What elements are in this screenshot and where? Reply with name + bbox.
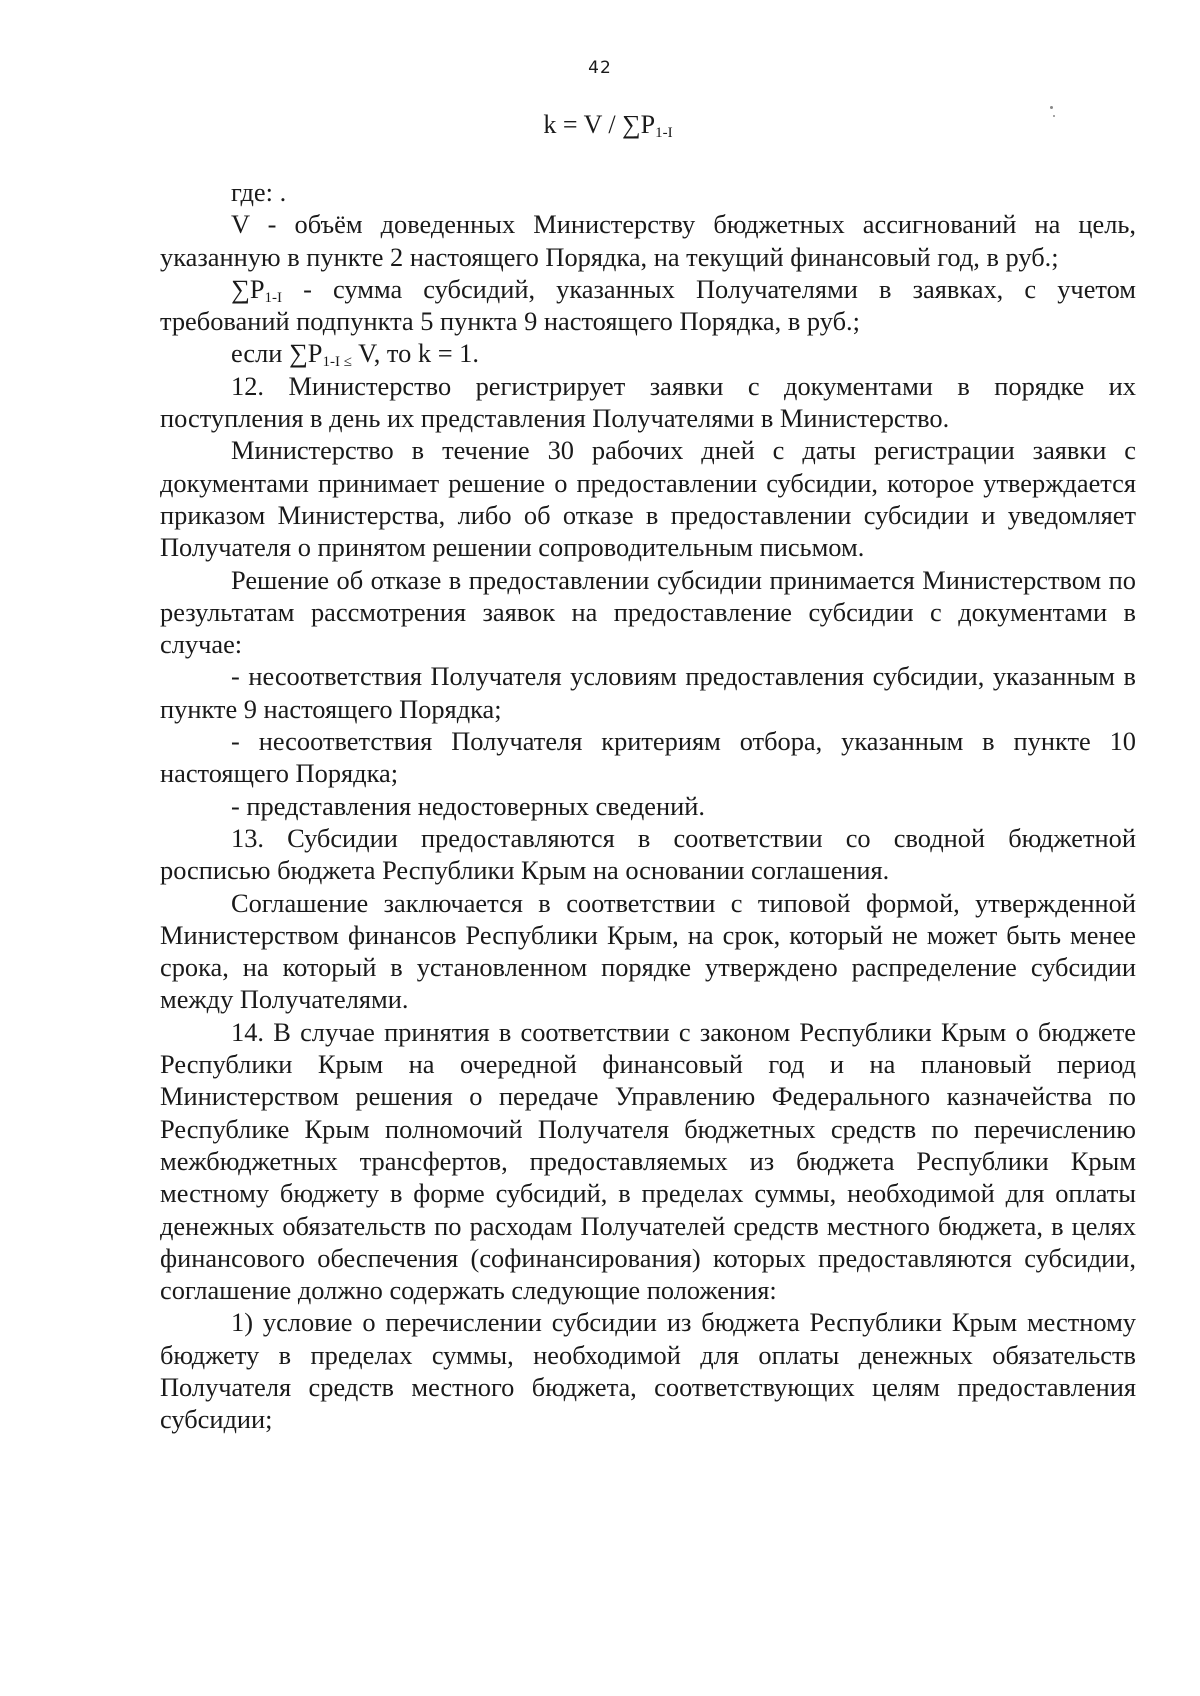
scan-speck <box>1053 115 1055 117</box>
paragraph-text: 13. Субсидии предоставляются в соответствии со сводной бюджетной росписью бюджета Республики Крым на основании соглашения. <box>160 822 1136 886</box>
paragraph-text: - несоответствия Получателя критериям отбора, указанным в пункте 10 настоящего Порядка; <box>160 726 1136 789</box>
paragraph <box>160 370 1136 435</box>
paragraph <box>160 176 1136 208</box>
paragraph-text: ∑P <box>231 273 265 304</box>
paragraph <box>160 660 1136 725</box>
paragraph <box>160 790 1136 822</box>
paragraph-text: 14. В случае принятия в соответствии с законом Республики Крым о бюджете Республики Крым на очередной финансовый год и на плановый период Министерством решения о передаче Управлению Федерального казначейства по Республике Крым полномочий Получателя бюджетных средств по перечислению межбюджетных трансфертов, предоставляемых из бюджета Республики Крым местному бюджету в форме субсидий, в пределах суммы, необходимой для оплаты денежных обязательств по расходам Получателей средств местного бюджета, в целях финансового обеспечения (софинансирования) которых предоставляются субсидии, соглашение должно содержать следующие положения: <box>160 1016 1136 1306</box>
paragraph-text: V, то k = 1. <box>351 338 479 369</box>
paragraph-text: Министерство в течение 30 рабочих дней с даты регистрации заявки с документами принимает решение о предоставлении субсидии, которое утверждается приказом Министерства, либо об отказе в предоставлении субсидии и уведомляет Получателя о принятом решении сопроводительным письмом. <box>160 435 1136 563</box>
paragraph <box>160 208 1136 273</box>
formula <box>0 110 1200 140</box>
paragraph-text: 12. Министерство регистрирует заявки с документами в порядке их поступления в день их представления Получателями в Министерство. <box>160 370 1136 434</box>
paragraph <box>160 887 1136 1016</box>
formula-main: k = V / ∑P <box>543 110 656 139</box>
paragraph-text: Решение об отказе в предоставлении субсидии принимается Министерством по результатам рассмотрения заявок на предоставление субсидии с документами в случае: <box>160 564 1136 660</box>
paragraph <box>160 273 1136 338</box>
paragraph-text: - несоответствия Получателя условиям предоставления субсидии, указанным в пункте 9 настоящего Порядка; <box>160 661 1136 724</box>
page-number: 42 <box>588 58 612 78</box>
subscript: 1-I ≤ <box>322 354 352 371</box>
paragraph <box>160 337 1136 369</box>
scan-speck <box>1050 106 1053 109</box>
paragraph-text: если ∑P <box>231 338 323 369</box>
paragraph-text: V - объём доведенных Министерству бюджетных ассигнований на цель, указанную в пункте 2 настоящего Порядка, на текущий финансовый год, в руб.; <box>160 209 1136 272</box>
formula-subscript: 1-I <box>655 125 673 141</box>
paragraph <box>160 1016 1136 1307</box>
document-body <box>160 176 1136 1436</box>
paragraph <box>160 822 1136 887</box>
paragraph <box>160 434 1136 563</box>
paragraph-text: Соглашение заключается в соответствии с типовой формой, утвержденной Министерством финансов Республики Крым, на срок, который не может быть менее срока, на который в установленном порядке утверждено распределение субсидии между Получателями. <box>160 887 1136 1015</box>
subscript: 1-I <box>264 289 282 306</box>
paragraph-text: 1) условие о перечислении субсидии из бюджета Республики Крым местному бюджету в пределах суммы, необходимой для оплаты денежных обязательств Получателя средств местного бюджета, соответствующих целям предоставления субсидии; <box>160 1307 1136 1435</box>
paragraph-text: где: . <box>231 177 287 207</box>
paragraph <box>160 564 1136 661</box>
paragraph <box>160 725 1136 790</box>
paragraph <box>160 1306 1136 1435</box>
paragraph-text: - представления недостоверных сведений. <box>231 790 705 821</box>
paragraph-text: - сумма субсидий, указанных Получателями в заявках, с учетом требований подпункта 5 пункта 9 настоящего Порядка, в руб.; <box>160 273 1136 337</box>
